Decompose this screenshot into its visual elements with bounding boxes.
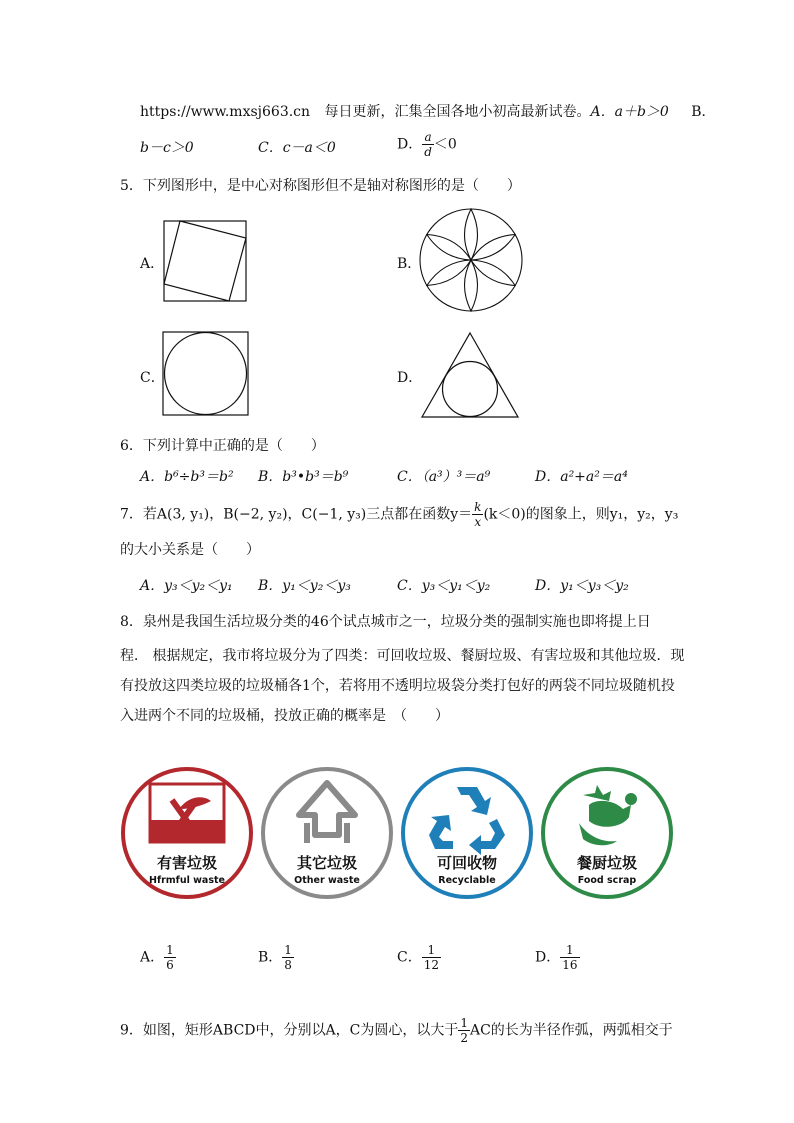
q7-stem xyxy=(120,500,678,529)
bin-other-logo xyxy=(259,765,395,901)
q8-line-1: 8．泉州是我国生活垃圾分类的46个试点城市之一，垃圾分类的强制实施也即将提上日 xyxy=(120,614,651,630)
q8-option-c xyxy=(397,943,441,972)
fraction-denominator: d xyxy=(424,145,432,159)
q4-option-d-label: D． xyxy=(397,136,423,153)
bin-food-logo xyxy=(539,765,675,901)
fraction-denominator: 8 xyxy=(284,958,292,972)
q4-option-b: b－c＞0 xyxy=(140,140,194,156)
q5-label-b: B． xyxy=(397,256,422,272)
bin-hazardous-en: Hfrmful waste xyxy=(149,875,225,886)
q6-stem: 6．下列计算中正确的是（ ） xyxy=(120,438,325,454)
q5-figure-b xyxy=(418,207,524,313)
option-fraction xyxy=(164,943,176,972)
q5-stem: 5．下列图形中，是中心对称图形但不是轴对称图形的是（ ） xyxy=(120,178,521,194)
bin-recyclable-cn: 可回收物 xyxy=(436,854,498,872)
fraction-numerator: 1 xyxy=(560,943,579,958)
option-label: C． xyxy=(397,949,422,966)
bin-other-cn: 其它垃圾 xyxy=(296,854,358,872)
q6-option-a: A．b⁶÷b³＝b² xyxy=(140,469,234,485)
q7-fraction xyxy=(472,500,483,529)
q8-option-b xyxy=(258,943,294,972)
q9-stem-pre: 9．如图，矩形ABCD中，分别以A，C为圆心，以大于 xyxy=(120,1022,459,1039)
q9-fraction xyxy=(458,1016,470,1045)
fraction-numerator: 1 xyxy=(460,1016,468,1030)
option-fraction xyxy=(282,943,294,972)
q9-stem xyxy=(120,1016,673,1045)
q7-stem-post: (k＜0)的图象上，则y₁，y₂，y₃ xyxy=(483,506,679,523)
fraction-denominator: 2 xyxy=(460,1031,468,1045)
q7-option-a: A．y₃＜y₂＜y₁ xyxy=(140,578,233,594)
q5-figure-d xyxy=(420,331,520,419)
option-label: B． xyxy=(258,949,283,966)
fraction-numerator: k xyxy=(474,500,482,514)
q4-option-c: C．c－a＜0 xyxy=(258,140,336,156)
fraction-numerator: 1 xyxy=(166,943,174,957)
option-fraction xyxy=(422,943,441,972)
source-url[interactable]: https://www.mxsj663.cn xyxy=(140,104,311,120)
q7-stem-line2: 的大小关系是（ ） xyxy=(120,542,260,558)
fraction-denominator: x xyxy=(474,515,482,529)
q6-option-b: B．b³•b³＝b⁹ xyxy=(258,469,349,485)
bin-recyclable-logo xyxy=(399,765,535,901)
q5-figure-c xyxy=(162,331,250,417)
option-label: A． xyxy=(140,949,165,966)
q5-label-d: D． xyxy=(397,370,423,386)
option-fraction xyxy=(560,943,579,972)
fraction-denominator: 12 xyxy=(423,958,439,972)
bin-recyclable-en: Recyclable xyxy=(438,875,496,886)
q7-option-c: C．y₃＜y₁＜y₂ xyxy=(397,578,491,594)
q8-option-d xyxy=(535,943,580,972)
q4-option-a: A．a＋b＞0 xyxy=(590,104,669,120)
q8-line-3: 有投放这四类垃圾的垃圾桶各1个，若将用不透明垃圾袋分类打包好的两袋不同垃圾随机投 xyxy=(120,678,675,694)
q8-line-2: 程． 根据规定，我市将垃圾分为了四类：可回收垃圾、餐厨垃圾、有害垃圾和其他垃圾．现 xyxy=(120,648,685,664)
q7-option-b: B．y₁＜y₂＜y₃ xyxy=(258,578,351,594)
q5-label-a: A． xyxy=(140,256,165,272)
source-slogan: 每日更新，汇集全国各地小初高最新试卷。 xyxy=(324,104,591,120)
q8-line-4: 入进两个不同的垃圾桶，投放正确的概率是 （ ） xyxy=(120,708,449,724)
bin-food-cn: 餐厨垃圾 xyxy=(576,854,638,872)
q5-figure-a xyxy=(163,220,249,304)
fraction-numerator: 1 xyxy=(422,943,441,958)
bin-hazardous-logo xyxy=(119,765,255,901)
option-label: D． xyxy=(535,949,561,966)
q4-option-d-tail: ＜0 xyxy=(433,136,457,153)
q4-option-b-label: B． xyxy=(691,104,716,120)
bin-hazardous-cn: 有害垃圾 xyxy=(156,854,218,872)
q4-option-d xyxy=(397,130,457,159)
q5-label-c: C． xyxy=(140,370,165,386)
q7-stem-pre: 7．若A(3, y₁)，B(−2, y₂)，C(−1, y₃)三点都在函数y＝ xyxy=(120,506,473,523)
bin-food-en: Food scrap xyxy=(577,875,637,886)
q8-option-a xyxy=(140,943,176,972)
q4-option-d-fraction xyxy=(422,130,434,159)
q6-option-d: D．a²+a²＝a⁴ xyxy=(535,469,628,485)
fraction-numerator: a xyxy=(422,130,434,145)
q7-option-d: D．y₁＜y₃＜y₂ xyxy=(535,578,629,594)
fraction-denominator: 6 xyxy=(166,958,174,972)
q6-option-c: C．（a³）³＝a⁹ xyxy=(397,469,491,485)
bin-other-en: Other waste xyxy=(294,875,360,886)
header-line xyxy=(140,102,716,122)
q9-stem-post: AC的长为半径作弧，两弧相交于 xyxy=(469,1022,673,1039)
fraction-denominator: 16 xyxy=(562,958,578,972)
fraction-numerator: 1 xyxy=(284,943,292,957)
